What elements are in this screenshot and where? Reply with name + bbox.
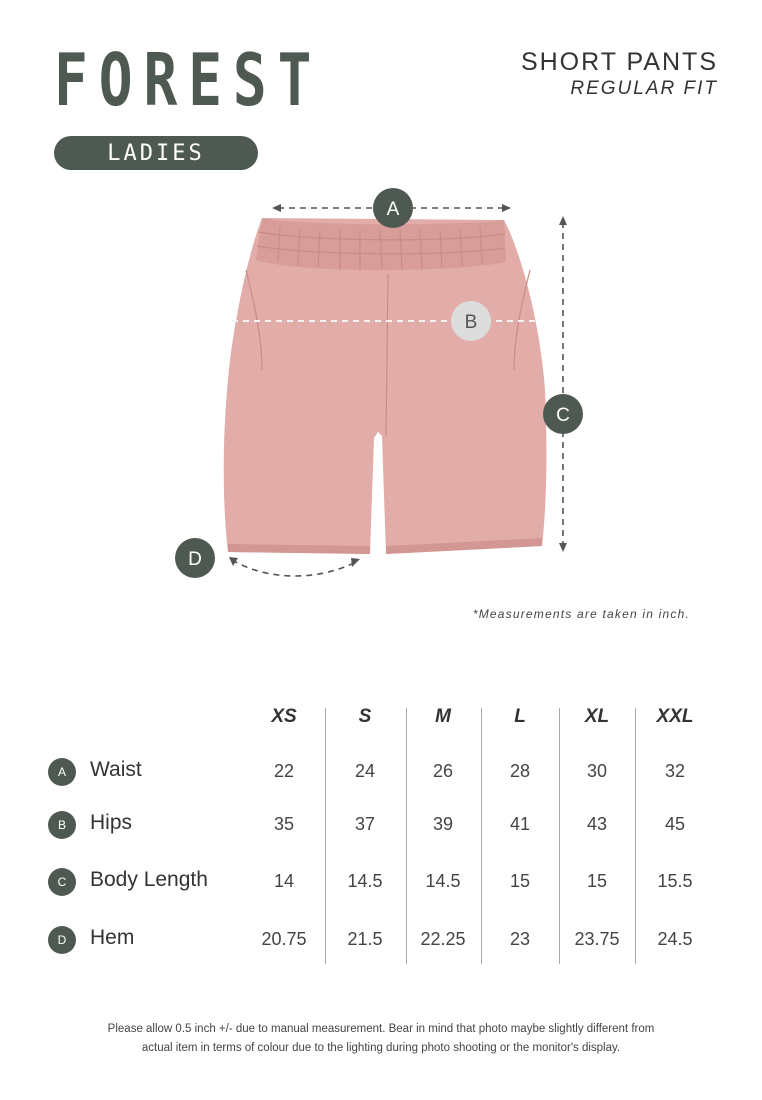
row-badge: B [48,811,76,839]
disclaimer-line: actual item in terms of colour due to the lighting during photo shooting or the monitor's display. [141,1042,621,1054]
brand-logo: FOREST [54,38,323,122]
table-cell: 45 [664,814,686,834]
table-cell: 21.5 [347,929,383,949]
table-cell: 41 [509,814,531,834]
size-chart-table [0,696,762,966]
table-row-hips [0,809,762,839]
size-header-m: M [435,706,451,727]
product-fit: REGULAR FIT [570,78,718,99]
table-row-waist [0,756,762,786]
size-header-s: S [358,706,372,727]
table-cell: 28 [509,761,531,781]
marker-c-label: C [556,405,570,426]
table-cell: 35 [273,814,295,834]
table-row-hem [0,924,762,954]
table-cell: 15 [586,871,608,891]
table-cell: 26 [432,761,454,781]
table-cell: 15 [509,871,531,891]
table-cell: 20.75 [261,929,307,949]
table-cell: 32 [664,761,686,781]
disclaimer-line: Please allow 0.5 inch +/- due to manual measurement. Bear in mind that photo maybe slightly different from [107,1023,655,1035]
table-cell: 30 [586,761,608,781]
row-badge: D [48,926,76,954]
size-header-xxl: XXL [656,706,694,727]
row-label: Waist [90,758,142,781]
table-cell: 14.5 [425,871,461,891]
table-cell: 24 [354,761,376,781]
table-cell: 14 [273,871,295,891]
table-cell: 43 [586,814,608,834]
table-cell: 15.5 [657,871,693,891]
table-cell: 23.75 [574,929,620,949]
marker-b-label: B [464,312,478,333]
row-badge: A [48,758,76,786]
length-measure-line [559,216,567,552]
disclaimer [60,1020,702,1058]
row-label: Body Length [90,868,208,891]
size-header-xl: XL [584,706,610,727]
table-cell: 24.5 [657,929,693,949]
shorts-illustration [0,170,762,600]
row-badge: C [48,868,76,896]
table-cell: 14.5 [347,871,383,891]
marker-d-label: D [188,549,202,570]
table-cell: 22.25 [420,929,466,949]
measurement-unit-note: *Measurements are taken in inch. [472,607,690,621]
product-type: SHORT PANTS [520,48,718,76]
row-label: Hips [90,811,133,834]
table-cell: 37 [354,814,376,834]
row-label: Hem [90,926,135,949]
hem-measure-line [229,557,360,576]
marker-a-label: A [386,199,400,220]
size-header-xs: XS [271,706,297,727]
table-cell: 23 [509,929,531,949]
table-cell: 39 [432,814,454,834]
size-header-l: L [514,706,526,727]
table-cell: 22 [273,761,295,781]
table-row-body-length [0,866,762,896]
brand-line-badge: LADIES [54,136,258,170]
